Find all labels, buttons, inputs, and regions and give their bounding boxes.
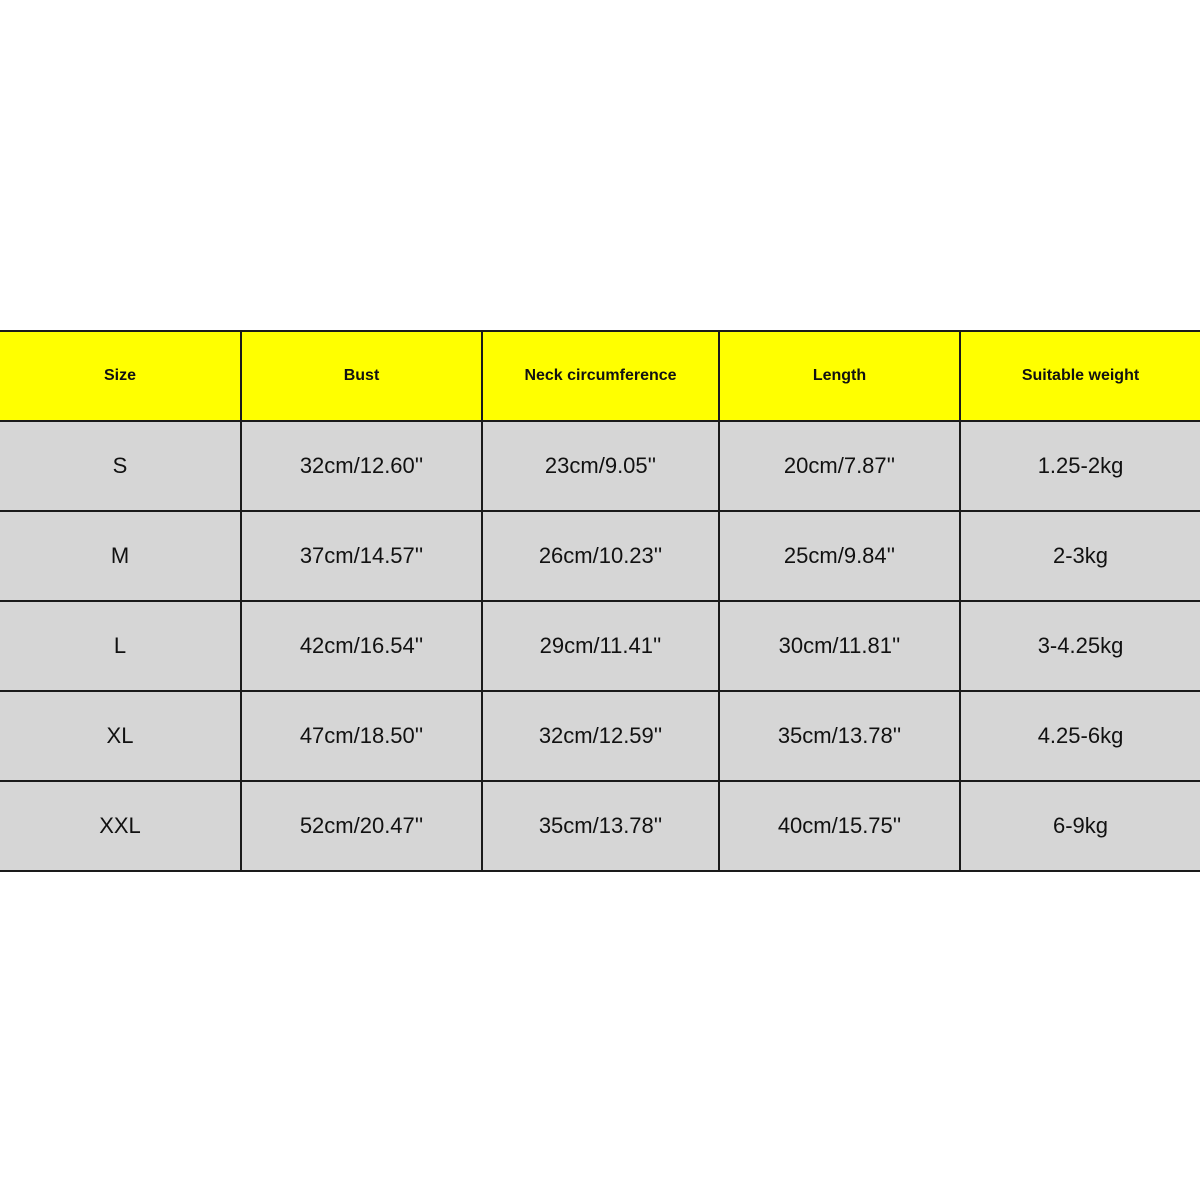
header-bust: Bust	[241, 331, 482, 421]
cell-bust: 47cm/18.50''	[241, 691, 482, 781]
cell-neck: 35cm/13.78''	[482, 781, 719, 871]
table-body	[0, 421, 1200, 871]
cell-weight: 4.25-6kg	[960, 691, 1200, 781]
cell-bust: 32cm/12.60''	[241, 421, 482, 511]
header-length: Length	[719, 331, 960, 421]
cell-size: XL	[0, 691, 241, 781]
cell-length: 30cm/11.81''	[719, 601, 960, 691]
cell-size: XXL	[0, 781, 241, 871]
table-row	[0, 781, 1200, 871]
cell-size: L	[0, 601, 241, 691]
cell-weight: 1.25-2kg	[960, 421, 1200, 511]
cell-size: M	[0, 511, 241, 601]
cell-weight: 6-9kg	[960, 781, 1200, 871]
cell-weight: 3-4.25kg	[960, 601, 1200, 691]
cell-length: 40cm/15.75''	[719, 781, 960, 871]
table-row	[0, 421, 1200, 511]
cell-length: 20cm/7.87''	[719, 421, 960, 511]
table-row	[0, 511, 1200, 601]
cell-size: S	[0, 421, 241, 511]
cell-bust: 37cm/14.57''	[241, 511, 482, 601]
header-suitable-weight: Suitable weight	[960, 331, 1200, 421]
size-chart-table	[0, 330, 1200, 872]
cell-bust: 42cm/16.54''	[241, 601, 482, 691]
cell-length: 25cm/9.84''	[719, 511, 960, 601]
cell-neck: 32cm/12.59''	[482, 691, 719, 781]
cell-neck: 29cm/11.41''	[482, 601, 719, 691]
header-size: Size	[0, 331, 241, 421]
cell-neck: 26cm/10.23''	[482, 511, 719, 601]
header-row	[0, 331, 1200, 421]
cell-length: 35cm/13.78''	[719, 691, 960, 781]
table-header	[0, 331, 1200, 421]
table-row	[0, 601, 1200, 691]
cell-weight: 2-3kg	[960, 511, 1200, 601]
header-neck-circumference: Neck circumference	[482, 331, 719, 421]
table-row	[0, 691, 1200, 781]
cell-neck: 23cm/9.05''	[482, 421, 719, 511]
cell-bust: 52cm/20.47''	[241, 781, 482, 871]
